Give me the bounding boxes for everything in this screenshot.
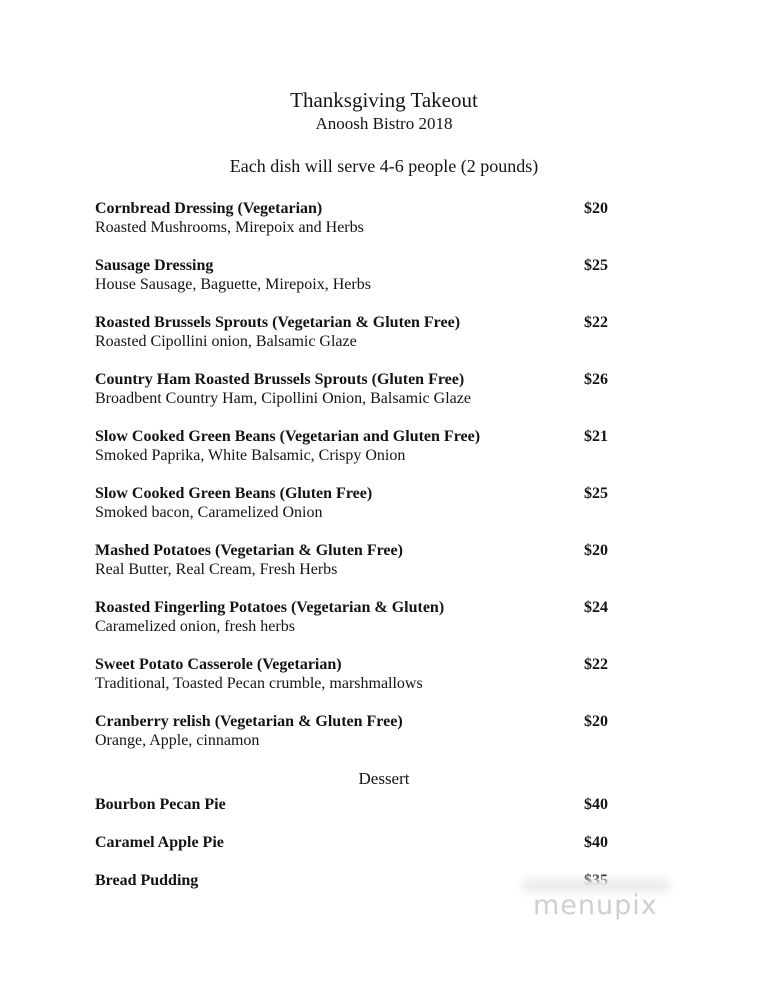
item-price: $25 [584,257,608,274]
item-description: Broadbent Country Ham, Cipollini Onion, Balsamic Glaze [95,390,471,407]
menu-item [95,199,608,237]
menu-item [95,427,608,465]
item-description: Roasted Cipollini onion, Balsamic Glaze [95,333,357,350]
item-name: Country Ham Roasted Brussels Sprouts (Gluten Free) [95,371,465,388]
item-text [95,313,568,351]
item-name: Slow Cooked Green Beans (Gluten Free) [95,485,373,502]
menu-item [95,370,608,408]
dessert-heading: Dessert [358,769,410,788]
item-description: Traditional, Toasted Pecan crumble, marshmallows [95,675,423,692]
menu-header [0,0,768,134]
serving-note: Each dish will serve 4-6 people (2 pounds) [229,156,539,176]
item-price: $40 [584,796,608,813]
item-text [95,541,568,579]
dessert-item-list [0,795,768,890]
item-description: Smoked bacon, Caramelized Onion [95,504,323,521]
item-name: Bread Pudding [95,872,199,889]
menu-item [95,541,608,579]
item-price: $22 [584,656,608,673]
item-name: Roasted Brussels Sprouts (Vegetarian & Gluten Free) [95,314,461,331]
page-title: Thanksgiving Takeout [290,88,478,112]
item-description: Orange, Apple, cinnamon [95,732,260,749]
menu-item [95,256,608,294]
item-text [95,370,568,408]
item-name: Cranberry relish (Vegetarian & Gluten Free) [95,713,403,730]
item-text [95,427,568,465]
item-name: Sausage Dressing [95,257,214,274]
item-price: $20 [584,713,608,730]
item-price: $22 [584,314,608,331]
item-text [95,598,568,636]
menu-item-list [0,199,768,750]
item-price: $40 [584,834,608,851]
item-text [95,712,568,750]
item-description: Real Butter, Real Cream, Fresh Herbs [95,561,338,578]
item-text [95,484,568,522]
item-price: $25 [584,485,608,502]
item-price: $26 [584,371,608,388]
page-subtitle: Anoosh Bistro 2018 [315,114,453,133]
item-text [95,256,568,294]
item-price: $24 [584,599,608,616]
menu-item [95,313,608,351]
menu-item [95,484,608,522]
menu-item [95,712,608,750]
menu-item [95,655,608,693]
item-description: Caramelized onion, fresh herbs [95,618,295,635]
item-name: Sweet Potato Casserole (Vegetarian) [95,656,342,673]
item-name: Cornbread Dressing (Vegetarian) [95,200,323,217]
dessert-item [95,833,608,852]
watermark: menupix [533,890,658,921]
dessert-item [95,795,608,814]
item-name: Caramel Apple Pie [95,834,224,851]
item-price: $20 [584,542,608,559]
menu-item [95,598,608,636]
item-text [95,199,568,237]
item-name: Slow Cooked Green Beans (Vegetarian and Gluten Free) [95,428,481,445]
item-name: Bourbon Pecan Pie [95,796,226,813]
item-name: Roasted Fingerling Potatoes (Vegetarian & Gluten) [95,599,445,616]
item-price: $20 [584,200,608,217]
item-text [95,655,568,693]
item-description: House Sausage, Baguette, Mirepoix, Herbs [95,276,371,293]
item-name: Mashed Potatoes (Vegetarian & Gluten Free) [95,542,403,559]
item-description: Smoked Paprika, White Balsamic, Crispy Onion [95,447,406,464]
item-price: $21 [584,428,608,445]
item-description: Roasted Mushrooms, Mirepoix and Herbs [95,219,364,236]
